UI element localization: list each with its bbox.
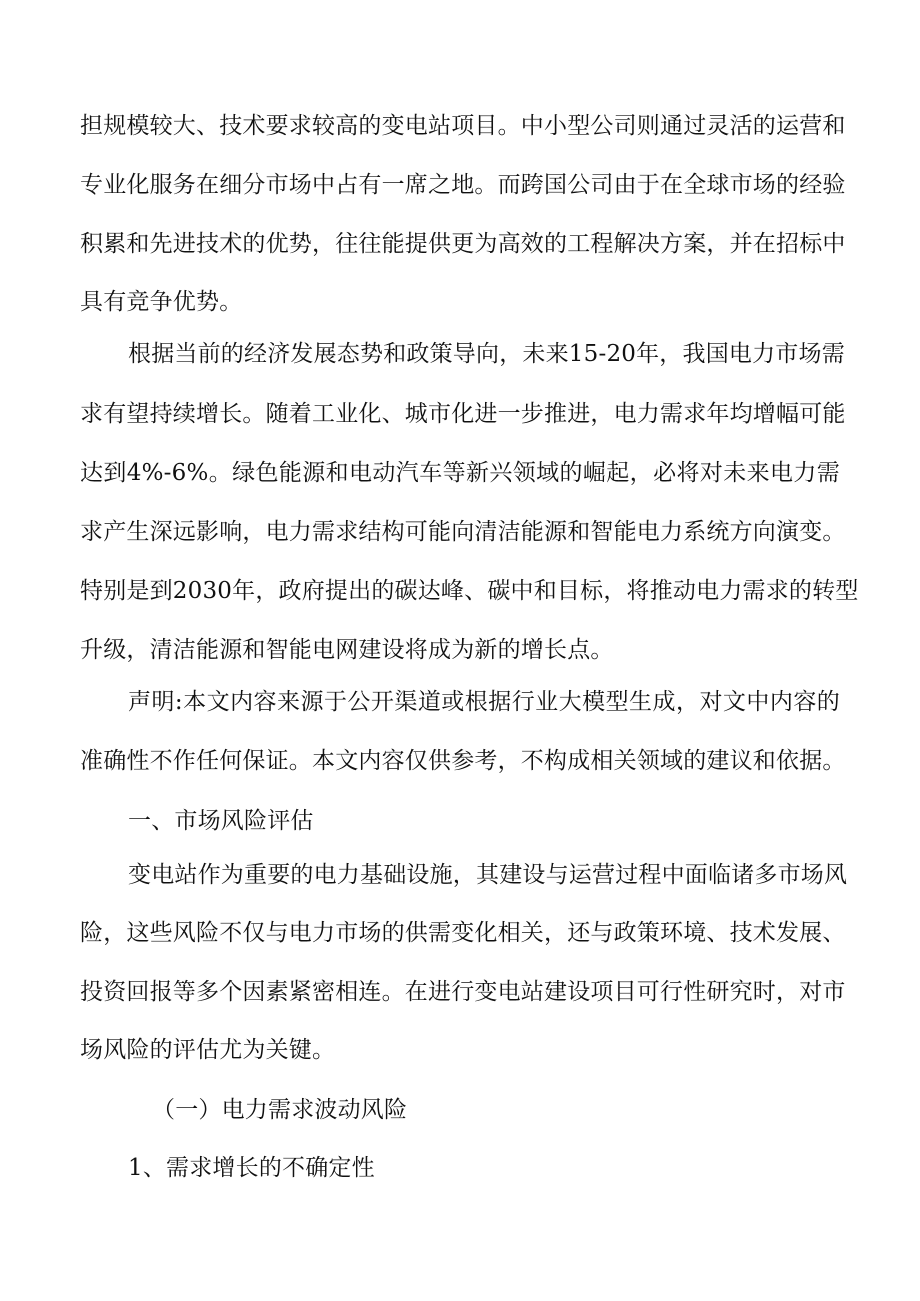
subsubsection-heading: 1、需求增长的不确定性	[128, 1155, 375, 1181]
paragraph-line: 积累和先进技术的优势，往往能提供更为高效的工程解决方案，并在招标中	[80, 231, 846, 257]
paragraph-line: 求有望持续增长。随着工业化、城市化进一步推进，电力需求年均增幅可能	[80, 401, 846, 427]
disclaimer-line: 准确性不作任何保证。本文内容仅供参考，不构成相关领域的建议和依据。	[80, 748, 846, 774]
paragraph-line: 求产生深远影响，电力需求结构可能向清洁能源和智能电力系统方向演变。	[80, 519, 846, 545]
paragraph-line: 担规模较大、技术要求较高的变电站项目。中小型公司则通过灵活的运营和	[80, 113, 846, 139]
disclaimer-line: 声明:本文内容来源于公开渠道或根据行业大模型生成，对文中内容的	[128, 689, 840, 715]
paragraph-line: 专业化服务在细分市场中占有一席之地。而跨国公司由于在全球市场的经验	[80, 172, 846, 198]
paragraph-line: 变电站作为重要的电力基础设施，其建设与运营过程中面临诸多市场风	[128, 862, 848, 888]
subsection-heading: （一）电力需求波动风险	[152, 1097, 408, 1123]
paragraph-line: 场风险的评估尤为关键。	[80, 1037, 336, 1063]
paragraph-line: 根据当前的经济发展态势和政策导向，未来15-20年，我国电力市场需	[128, 341, 845, 367]
paragraph-line: 特别是到2030年，政府提出的碳达峰、碳中和目标，将推动电力需求的转型	[80, 578, 859, 604]
paragraph-line: 具有竞争优势。	[80, 289, 243, 315]
section-heading: 一、市场风险评估	[128, 808, 314, 834]
paragraph-line: 投资回报等多个因素紧密相连。在进行变电站建设项目可行性研究时，对市	[80, 979, 846, 1005]
paragraph-line: 险，这些风险不仅与电力市场的供需变化相关，还与政策环境、技术发展、	[80, 920, 846, 946]
paragraph-line: 达到4%-6%。绿色能源和电动汽车等新兴领域的崛起，必将对未来电力需	[80, 460, 840, 486]
paragraph-line: 升级，清洁能源和智能电网建设将成为新的增长点。	[80, 637, 614, 663]
